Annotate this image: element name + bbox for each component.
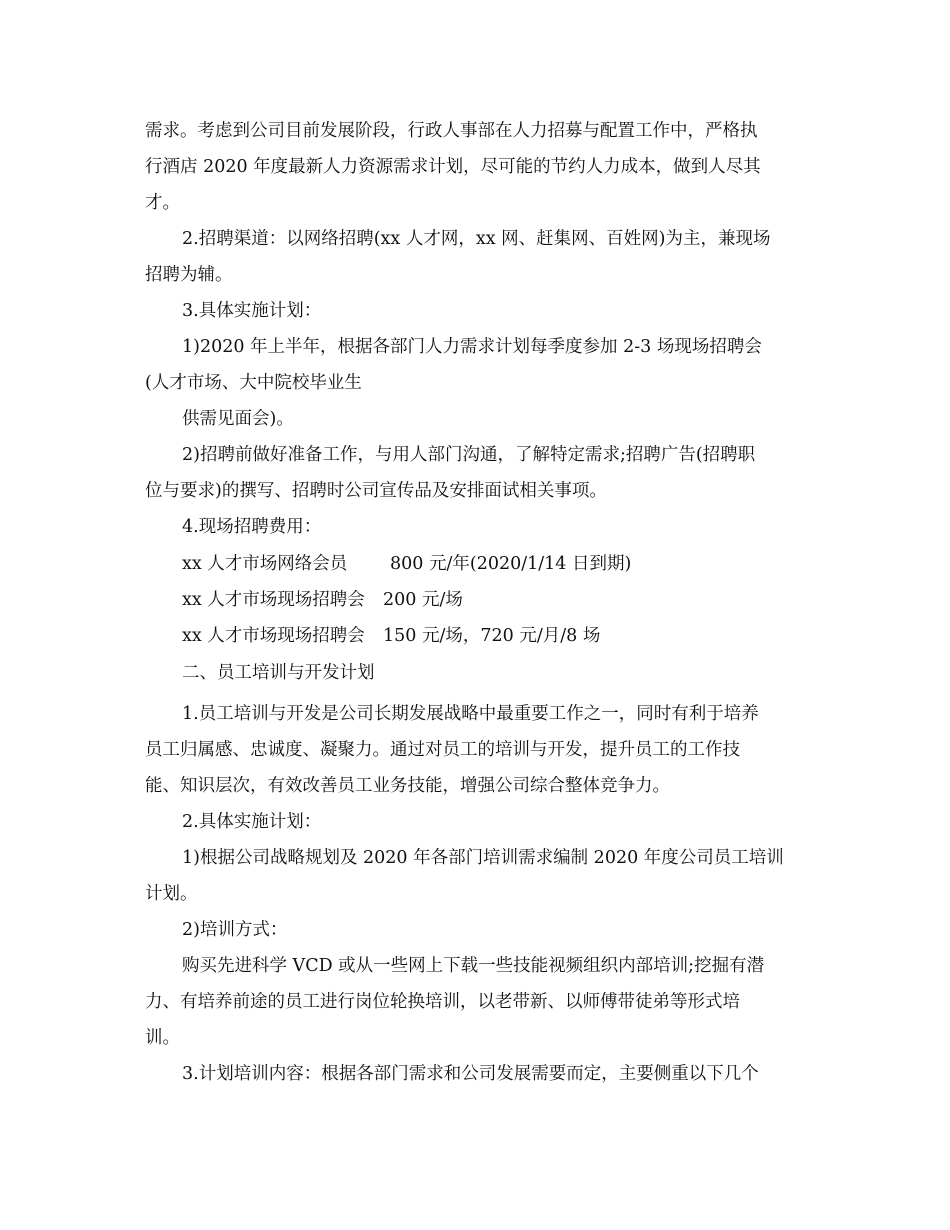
paragraph-line: 才。 bbox=[145, 193, 180, 213]
paragraph-line: 购买先进科学 VCD 或从一些网上下载一些技能视频组织内部培训;挖掘有潜 bbox=[182, 956, 765, 976]
chapter-heading: 二、员工培训与开发计划 bbox=[182, 663, 375, 683]
paragraph-line: 1.员工培训与开发是公司长期发展战略中最重要工作之一，同时有利于培养 bbox=[182, 704, 759, 724]
paragraph-line: (人才市场、大中院校毕业生 bbox=[145, 373, 362, 393]
paragraph-line: 位与要求)的撰写、招聘时公司宣传品及安排面试相关事项。 bbox=[145, 481, 607, 501]
section-heading: 4.现场招聘费用： bbox=[182, 517, 322, 537]
paragraph-line: 供需见面会)。 bbox=[182, 409, 294, 429]
fee-cost: 150 元/场，720 元/月/8 场 bbox=[383, 626, 601, 646]
section-heading: 2)培训方式： bbox=[182, 920, 288, 940]
fee-cost: 800 元/年(2020/1/14 日到期) bbox=[390, 554, 632, 574]
paragraph-line: 力、有培养前途的员工进行岗位轮换培训，以老带新、以师傅带徒弟等形式培 bbox=[145, 992, 740, 1012]
paragraph-line: 需求。考虑到公司目前发展阶段，行政人事部在人力招募与配置工作中，严格执 bbox=[145, 121, 758, 141]
paragraph-line: 能、知识层次，有效改善员工业务技能，增强公司综合整体竞争力。 bbox=[145, 776, 670, 796]
fee-cost: 200 元/场 bbox=[383, 590, 463, 610]
paragraph-line: 训。 bbox=[145, 1028, 180, 1048]
paragraph-line: 2.招聘渠道：以网络招聘(xx 人才网，xx 网、赶集网、百姓网)为主，兼现场 bbox=[182, 229, 771, 249]
paragraph-line: 1)2020 年上半年，根据各部门人力需求计划每季度参加 2-3 场现场招聘会 bbox=[182, 337, 762, 357]
fee-item: xx 人才市场现场招聘会 bbox=[182, 626, 365, 646]
fee-item: xx 人才市场网络会员 bbox=[182, 554, 348, 574]
section-heading: 2.具体实施计划： bbox=[182, 812, 322, 832]
paragraph-line: 1)根据公司战略规划及 2020 年各部门培训需求编制 2020 年度公司员工培训 bbox=[182, 848, 784, 868]
paragraph-line: 2)招聘前做好准备工作，与用人部门沟通，了解特定需求;招聘广告(招聘职 bbox=[182, 445, 756, 465]
fee-item: xx 人才市场现场招聘会 bbox=[182, 590, 365, 610]
paragraph-line: 员工归属感、忠诚度、凝聚力。通过对员工的培训与开发，提升员工的工作技 bbox=[145, 740, 740, 760]
paragraph-line: 行酒店 2020 年度最新人力资源需求计划，尽可能的节约人力成本，做到人尽其 bbox=[145, 157, 761, 177]
paragraph-line: 3.计划培训内容：根据各部门需求和公司发展需要而定，主要侧重以下几个 bbox=[182, 1064, 759, 1084]
paragraph-line: 计划。 bbox=[145, 884, 198, 904]
section-heading: 3.具体实施计划： bbox=[182, 301, 322, 321]
paragraph-line: 招聘为辅。 bbox=[145, 265, 233, 285]
